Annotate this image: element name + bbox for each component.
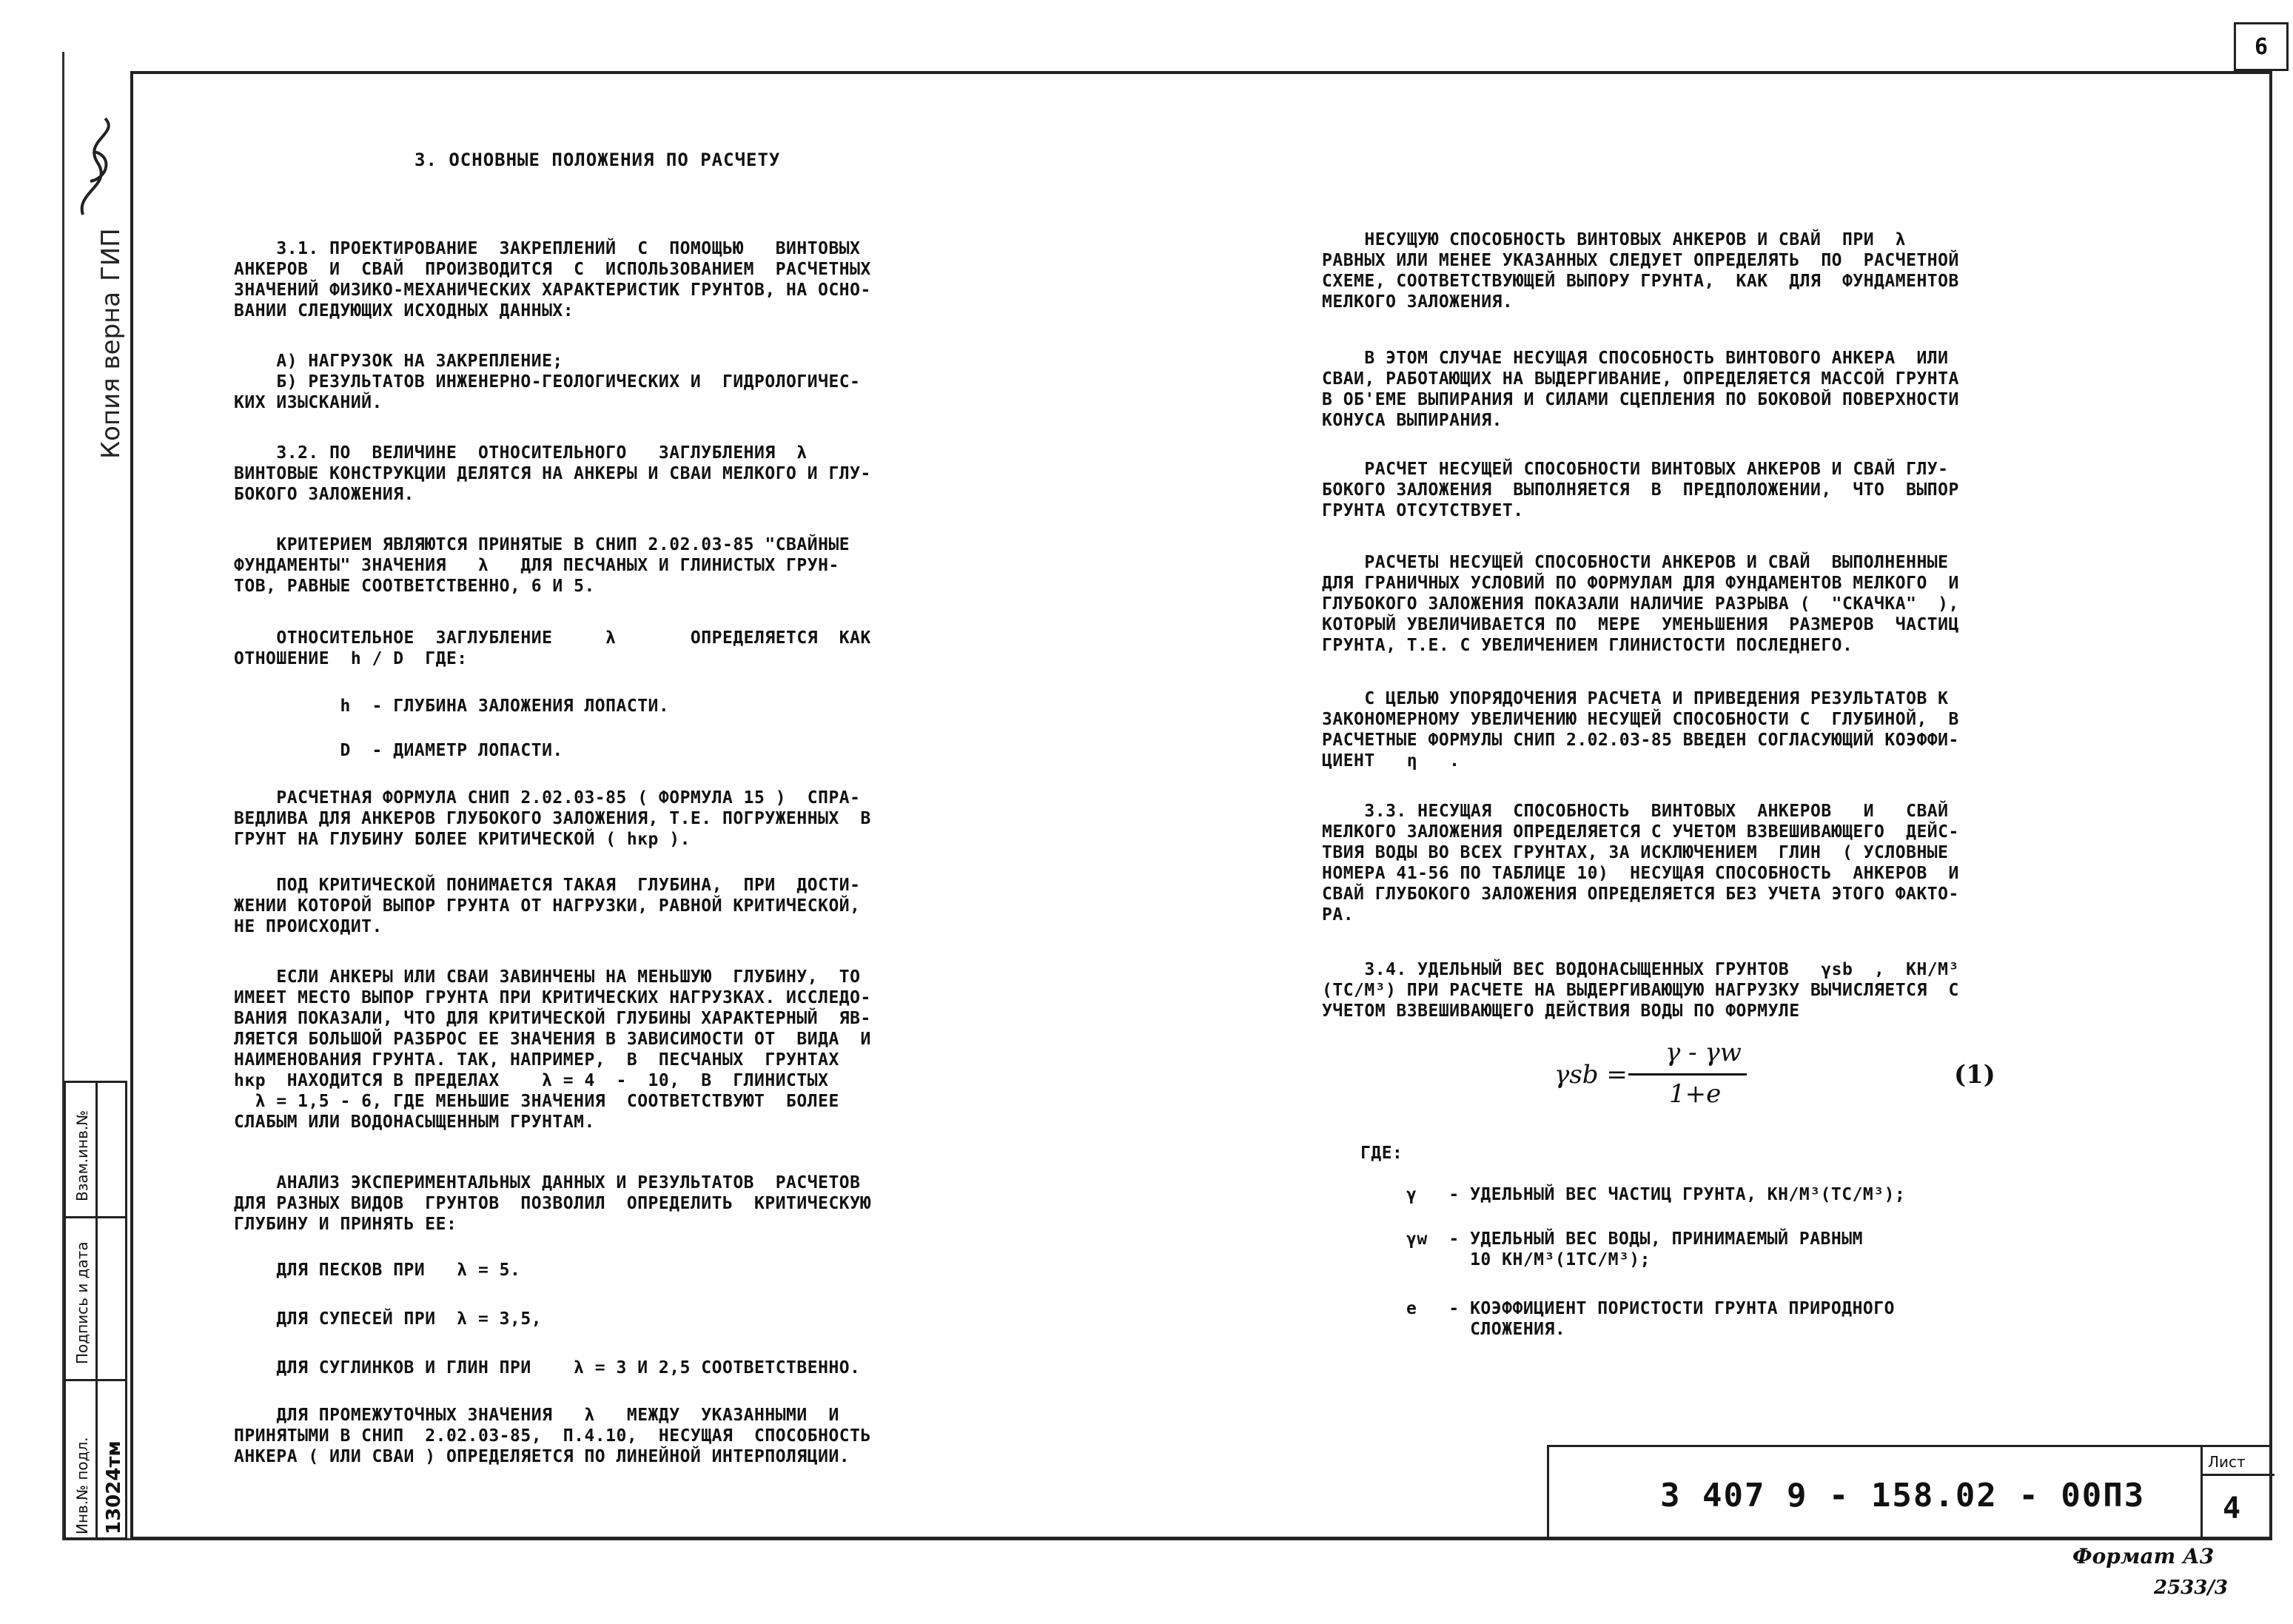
left-p13: ДЛЯ СУПЕСЕЙ ПРИ λ = 3,5, <box>234 1309 543 1329</box>
formula-number: (1) <box>1954 1060 1995 1090</box>
left-p14: ДЛЯ СУГЛИНКОВ И ГЛИН ПРИ λ = 3 И 2,5 СООТВЕТСТВЕННО. <box>234 1358 861 1378</box>
replace-inv-label: Взам.инв.№ <box>73 1110 91 1201</box>
archive-number: 2533/3 <box>2154 1577 2228 1599</box>
left-p9: ПОД КРИТИЧЕСКОЙ ПОНИМАЕТСЯ ТАКАЯ ГЛУБИНА, ПРИ ДОСТИ- ЖЕНИИ КОТОРОЙ ВЫПОР ГРУНТА ОТ НАГРУЗКИ, РАВНОЙ КРИТИЧЕСКОЙ, НЕ ПРОИСХОДИТ. <box>234 876 861 936</box>
copy-verified-label: Копия верна <box>96 291 126 459</box>
formula-denominator: 1+e <box>1669 1079 1722 1109</box>
corner-page-number: 6 <box>2234 22 2289 71</box>
left-p10: ЕСЛИ АНКЕРЫ ИЛИ СВАИ ЗАВИНЧЕНЫ НА МЕНЬШУЮ ГЛУБИНУ, ТО ИМЕЕТ МЕСТО ВЫПОР ГРУНТА ПРИ КРИТИЧЕСКИХ НАГРУЗКАХ. ИССЛЕДО- ВАНИЯ ПОКАЗАЛИ, ЧТО ДЛЯ КРИТИЧЕСКОЙ ГЛУБИНЫ ХАРАКТЕРНЫЙ ЯВ- ЛЯЕТСЯ БОЛЬШОЙ РАЗБРОС ЕЕ ЗНАЧЕНИЯ В ЗАВИСИМОСТИ ОТ ВИДА И НАИМЕНОВАНИЯ ГРУНТА. ТАК, НАПРИМЕР, В ПЕСЧАНЫХ ГРУНТАХ hкр НАХОДИТСЯ В ПРЕДЕЛАХ λ = 4 - 10, В ГЛИНИСТЫХ λ = 1,5 - 6, ГДЕ МЕНЬШИЕ ЗНАЧЕНИЯ СООТВЕТСТВУЮТ БОЛЕЕ СЛАБЫМ ИЛИ ВОДОНАСЫЩЕННЫМ ГРУНТАМ. <box>234 967 871 1132</box>
left-p7: D - ДИАМЕТР ЛОПАСТИ. <box>234 741 563 760</box>
sheet-number: 4 <box>2223 1492 2241 1526</box>
right-p2: В ЭТОМ СЛУЧАЕ НЕСУЩАЯ СПОСОБНОСТЬ ВИНТОВОГО АНКЕРА ИЛИ СВАИ, РАБОТАЮЩИХ НА ВЫДЕРГИВАНИЕ, ОПРЕДЕЛЯЕТСЯ МАССОЙ ГРУНТА В ОБ'ЕМЕ ВЫПИРАНИЯ И СИЛАМИ СЦЕПЛЕНИЯ ПО БОКОВОЙ ПОВЕРХНОСТИ КОНУСА ВЫПИРАНИЯ. <box>1322 349 1959 430</box>
sheet-label: Лист <box>2208 1453 2246 1471</box>
formula-fraction-bar <box>1628 1073 1747 1076</box>
definition-gamma: γ - УДЕЛЬНЫЙ ВЕС ЧАСТИЦ ГРУНТА, КН/М³(ТС/М³); <box>1406 1185 1906 1204</box>
left-p11: АНАЛИЗ ЭКСПЕРИМЕНТАЛЬНЫХ ДАННЫХ И РЕЗУЛЬТАТОВ РАСЧЕТОВ ДЛЯ РАЗНЫХ ВИДОВ ГРУНТОВ ПОЗВОЛИЛ ОПРЕДЕЛИТЬ КРИТИЧЕСКУЮ ГЛУБИНУ И ПРИНЯТЬ ЕЕ: <box>234 1173 871 1234</box>
title-block <box>1547 1445 2272 1540</box>
right-p3: РАСЧЕТ НЕСУЩЕЙ СПОСОБНОСТИ ВИНТОВЫХ АНКЕРОВ И СВАЙ ГЛУ- БОКОГО ЗАЛОЖЕНИЯ ВЫПОЛНЯЕТСЯ В ПРЕДПОЛОЖЕНИИ, ЧТО ВЫПОР ГРУНТА ОТСУТСТВУЕТ. <box>1322 460 1959 520</box>
section-heading: 3. ОСНОВНЫЕ ПОЛОЖЕНИЯ ПО РАСЧЕТУ <box>414 150 781 170</box>
left-p5: ОТНОСИТЕЛЬНОЕ ЗАГЛУБЛЕНИЕ λ ОПРЕДЕЛЯЕТСЯ КАК ОТНОШЕНИЕ h / D ГДЕ: <box>234 628 871 668</box>
formula-lhs: γsb = <box>1554 1060 1628 1090</box>
left-p8: РАСЧЕТНАЯ ФОРМУЛА СНИП 2.02.03-85 ( ФОРМУЛА 15 ) СПРА- ВЕДЛИВА ДЛЯ АНКЕРОВ ГЛУБОКОГО ЗАЛОЖЕНИЯ, Т.Е. ПОГРУЖЕННЫХ В ГРУНТ НА ГЛУБИНУ БОЛЕЕ КРИТИЧЕСКОЙ ( hкр ). <box>234 788 871 849</box>
sign-date-label: Подпись и дата <box>73 1241 91 1364</box>
left-p3: 3.2. ПО ВЕЛИЧИНЕ ОТНОСИТЕЛЬНОГО ЗАГЛУБЛЕНИЯ λ ВИНТОВЫЕ КОНСТРУКЦИИ ДЕЛЯТСЯ НА АНКЕРЫ И СВАИ МЕЛКОГО И ГЛУ- БОКОГО ЗАЛОЖЕНИЯ. <box>234 443 871 504</box>
right-p1: НЕСУЩУЮ СПОСОБНОСТЬ ВИНТОВЫХ АНКЕРОВ И СВАЙ ПРИ λ РАВНЫХ ИЛИ МЕНЕЕ УКАЗАННЫХ СЛЕДУЕТ ОПРЕДЕЛЯТЬ ПО РАСЧЕТНОЙ СХЕМЕ, СООТВЕТСТВУЮЩЕЙ ВЫПОРУ ГРУНТА, КАК ДЛЯ ФУНДАМЕНТОВ МЕЛКОГО ЗАЛОЖЕНИЯ. <box>1322 230 1959 312</box>
inventory-stamp <box>64 1081 127 1540</box>
left-p2: А) НАГРУЗОК НА ЗАКРЕПЛЕНИЕ; Б) РЕЗУЛЬТАТОВ ИНЖЕНЕРНО-ГЕОЛОГИЧЕСКИХ И ГИДРОЛОГИЧЕС- КИХ ИЗЫСКАНИЙ. <box>234 352 861 412</box>
where-label: ГДЕ: <box>1360 1144 1403 1163</box>
inv-value: 13024тм <box>103 1440 125 1534</box>
definition-gamma-w: γw - УДЕЛЬНЫЙ ВЕС ВОДЫ, ПРИНИМАЕМЫЙ РАВНЫМ 10 КН/М³(1ТС/М³); <box>1406 1229 1863 1269</box>
right-p6: 3.3. НЕСУЩАЯ СПОСОБНОСТЬ ВИНТОВЫХ АНКЕРОВ И СВАЙ МЕЛКОГО ЗАЛОЖЕНИЯ ОПРЕДЕЛЯЕТСЯ С УЧЕТОМ ВЗВЕШИВАЮЩЕГО ДЕЙС- ТВИЯ ВОДЫ ВО ВСЕХ ГРУНТАХ, ЗА ИСКЛЮЧЕНИЕМ ГЛИН ( УСЛОВНЫЕ НОМЕРА 41-56 ПО ТАБЛИЦЕ 10) НЕСУЩАЯ СПОСОБНОСТЬ АНКЕРОВ И СВАЙ ГЛУБОКОГО ЗАЛОЖЕНИЯ ОПРЕДЕЛЯЕТСЯ БЕЗ УЧЕТА ЭТОГО ФАКТО- РА. <box>1322 802 1959 925</box>
format-label: Формат А3 <box>2072 1544 2215 1568</box>
left-p12: ДЛЯ ПЕСКОВ ПРИ λ = 5. <box>234 1261 521 1280</box>
inv-no-label: Инв.№ подл. <box>73 1437 91 1534</box>
gip-label: ГИП <box>96 228 126 281</box>
left-p1: 3.1. ПРОЕКТИРОВАНИЕ ЗАКРЕПЛЕНИЙ С ПОМОЩЬЮ ВИНТОВЫХ АНКЕРОВ И СВАЙ ПРОИЗВОДИТСЯ С ИСПОЛЬЗОВАНИЕМ РАСЧЕТНЫХ ЗНАЧЕНИЙ ФИЗИКО-МЕХАНИЧЕСКИХ ХАРАКТЕРИСТИК ГРУНТОВ, НА ОСНО- ВАНИИ СЛЕДУЮЩИХ ИСХОДНЫХ ДАННЫХ: <box>234 239 871 321</box>
right-p5: С ЦЕЛЬЮ УПОРЯДОЧЕНИЯ РАСЧЕТА И ПРИВЕДЕНИЯ РЕЗУЛЬТАТОВ К ЗАКОНОМЕРНОМУ УВЕЛИЧЕНИЮ НЕСУЩЕЙ СПОСОБНОСТИ С ГЛУБИНОЙ, В РАСЧЕТНЫЕ ФОРМУЛЫ СНИП 2.02.03-85 ВВЕДЕН СОГЛАСУЮЩИЙ КОЭФФИ- ЦИЕНТ η . <box>1322 689 1959 771</box>
formula-numerator: γ - γw <box>1665 1038 1742 1067</box>
right-p4: РАСЧЕТЫ НЕСУЩЕЙ СПОСОБНОСТИ АНКЕРОВ И СВАЙ ВЫПОЛНЕННЫЕ ДЛЯ ГРАНИЧНЫХ УСЛОВИЙ ПО ФОРМУЛАМ ДЛЯ ФУНДАМЕНТОВ МЕЛКОГО И ГЛУБОКОГО ЗАЛОЖЕНИЯ ПОКАЗАЛИ НАЛИЧИЕ РАЗРЫВА ( "СКАЧКА" ), КОТОРЫЙ УВЕЛИЧИВАЕТСЯ ПО МЕРЕ УМЕНЬШЕНИЯ РАЗМЕРОВ ЧАСТИЦ ГРУНТА, Т.Е. С УВЕЛИЧЕНИЕМ ГЛИНИСТОСТИ ПОСЛЕДНЕГО. <box>1322 553 1959 655</box>
right-p7: 3.4. УДЕЛЬНЫЙ ВЕС ВОДОНАСЫЩЕННЫХ ГРУНТОВ γsb , КН/М³ (ТС/М³) ПРИ РАСЧЕТЕ НА ВЫДЕРГИВАЮЩУЮ НАГРУЗКУ ВЫЧИСЛЯЕТСЯ С УЧЕТОМ ВЗВЕШИВАЮЩЕГО ДЕЙСТВИЯ ВОДЫ ПО ФОРМУЛЕ <box>1322 960 1959 1021</box>
document-code: 3 407 9 - 158.02 - 00ПЗ <box>1660 1477 2146 1514</box>
signature-icon <box>68 111 127 222</box>
definition-e: e - КОЭФФИЦИЕНТ ПОРИСТОСТИ ГРУНТА ПРИРОДНОГО СЛОЖЕНИЯ. <box>1406 1299 1895 1339</box>
left-p6: h - ГЛУБИНА ЗАЛОЖЕНИЯ ЛОПАСТИ. <box>234 697 670 716</box>
left-p4: КРИТЕРИЕМ ЯВЛЯЮТСЯ ПРИНЯТЫЕ В СНИП 2.02.03-85 "СВАЙНЫЕ ФУНДАМЕНТЫ" ЗНАЧЕНИЯ λ ДЛЯ ПЕСЧАНЫХ И ГЛИНИСТЫХ ГРУН- ТОВ, РАВНЫЕ СООТВЕТСТВЕННО, 6 И 5. <box>234 535 850 596</box>
left-p15: ДЛЯ ПРОМЕЖУТОЧНЫХ ЗНАЧЕНИЯ λ МЕЖДУ УКАЗАННЫМИ И ПРИНЯТЫМИ В СНИП 2.02.03-85, П.4.10, НЕСУЩАЯ СПОСОБНОСТЬ АНКЕРА ( ИЛИ СВАИ ) ОПРЕДЕЛЯЕТСЯ ПО ЛИНЕЙНОЙ ИНТЕРПОЛЯЦИИ. <box>234 1406 871 1466</box>
